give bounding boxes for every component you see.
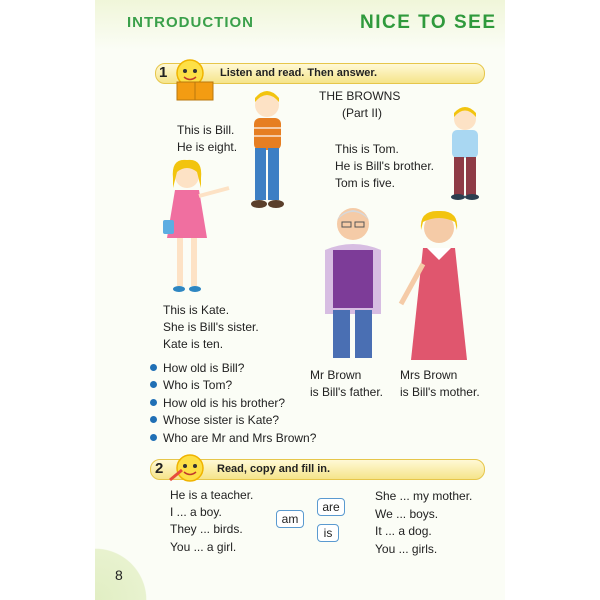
mrs-brown-relation: is Bill's mother. (400, 385, 480, 399)
section-title: INTRODUCTION (127, 14, 254, 31)
question-3: How old is his brother? (150, 395, 285, 413)
word-box-am: am (276, 510, 304, 528)
word-box-are: are (317, 498, 345, 516)
right-sentence-2: We ... boys. (375, 507, 439, 521)
story-title: THE BROWNS (319, 89, 401, 103)
story-part: (Part II) (342, 106, 383, 120)
mrs-brown-name: Mrs Brown (400, 368, 458, 382)
question-2: Who is Tom? (150, 377, 232, 395)
left-sentence-2: I ... a boy. (170, 505, 222, 519)
exercise-2-number: 2 (155, 460, 164, 477)
left-sentence-1: He is a teacher. (170, 488, 254, 502)
exercise-1-number: 1 (159, 64, 168, 81)
bill-text-2: He is eight. (177, 140, 238, 154)
kate-text-1: This is Kate. (163, 303, 230, 317)
kate-text-3: Kate is ten. (163, 337, 224, 351)
kate-text-2: She is Bill's sister. (163, 320, 259, 334)
mr-brown-illustration (315, 202, 387, 362)
left-sentence-4: You ... a girl. (170, 540, 237, 554)
tom-text-1: This is Tom. (335, 142, 399, 156)
reading-sun-icon (173, 56, 217, 104)
tom-text-2: He is Bill's brother. (335, 159, 434, 173)
mr-brown-name: Mr Brown (310, 368, 362, 382)
unit-title: NICE TO SEE (360, 12, 497, 33)
question-5: Who are Mr and Mrs Brown? (150, 430, 316, 448)
kate-illustration (157, 158, 235, 298)
bill-text-1: This is Bill. (177, 123, 235, 137)
page-number-corner (95, 540, 155, 600)
textbook-page (95, 0, 505, 600)
tom-illustration (445, 105, 485, 205)
tom-text-3: Tom is five. (335, 176, 396, 190)
mr-brown-relation: is Bill's father. (310, 385, 383, 399)
exercise-1-instruction: Listen and read. Then answer. (220, 67, 378, 79)
page-number: 8 (115, 567, 123, 583)
pencil-sun-icon (168, 452, 212, 486)
bill-illustration (245, 90, 290, 215)
question-1: How old is Bill? (150, 360, 244, 378)
question-4: Whose sister is Kate? (150, 412, 279, 430)
right-sentence-1: She ... my mother. (375, 489, 473, 503)
right-sentence-3: It ... a dog. (375, 524, 432, 538)
word-box-is: is (317, 524, 339, 542)
left-sentence-3: They ... birds. (170, 522, 243, 536)
right-sentence-4: You ... girls. (375, 542, 438, 556)
exercise-2-instruction: Read, copy and fill in. (217, 463, 331, 475)
mrs-brown-illustration (397, 208, 475, 363)
